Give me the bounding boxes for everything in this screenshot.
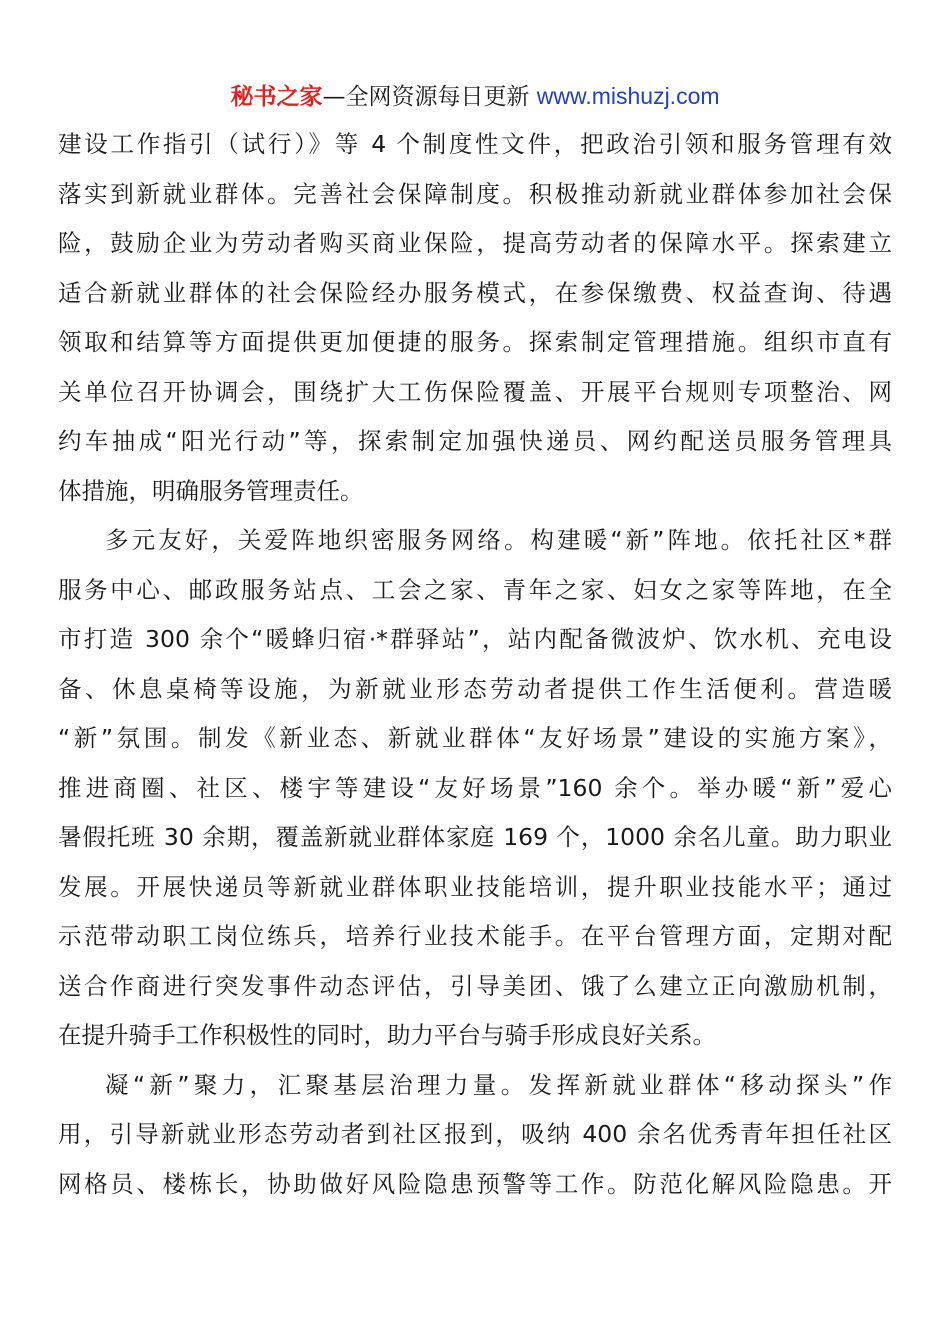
text-line: 发展。开展快递员等新就业群体职业技能培训，提升职业技能水平；通过 [58,872,892,901]
text-line: 示范带动职工岗位练兵，培养行业技术能手。在平台管理方面，定期对配 [58,922,892,950]
paragraph [58,516,892,1061]
paragraph [58,1061,892,1210]
text-line: 关单位召开协调会，围绕扩大工伤保险覆盖、开展平台规则专项整治、网 [58,377,892,406]
text-line: 网格员、楼栋长，协助做好风险隐患预警等工作。防范化解风险隐患。开 [58,1169,892,1198]
text-line: 凝“新”聚力，汇聚基层治理力量。发挥新就业群体“移动探头”作 [105,1070,892,1099]
text-line: 适合新就业群体的社会保险经办服务模式，在参保缴费、权益查询、待遇 [58,278,892,307]
document-body [58,120,892,1209]
text-line: 送合作商进行突发事件动态评估，引导美团、饿了么建立正向激励机制， [58,971,892,1000]
text-line: 落实到新就业群体。完善社会保障制度。积极推动新就业群体参加社会保 [58,179,892,208]
text-line: 多元友好，关爱阵地织密服务网络。构建暖“新”阵地。依托社区*群 [105,526,892,554]
text-line: “新”氛围。制发《新业态、新就业群体“友好场景”建设的实施方案》， [58,724,892,752]
paragraph [58,120,892,516]
site-link[interactable]: www.mishuzj.com [536,83,720,109]
header-tagline: —全网资源每日更新 [322,84,537,110]
text-line: 约车抽成“阳光行动”等，探索制定加强快递员、网约配送员服务管理具 [58,427,892,455]
text-line: 暑假托班 30 余期，覆盖新就业群体家庭 169 个，1000 余名儿童。助力职业 [58,823,892,851]
text-line: 领取和结算等方面提供更加便捷的服务。探索制定管理措施。组织市直有 [58,328,892,356]
text-line: 备、休息桌椅等设施，为新就业形态劳动者提供工作生活便利。营造暖 [58,674,892,703]
text-line: 建设工作指引（试行）》等 4 个制度性文件，把政治引领和服务管理有效 [58,130,892,158]
text-line: 市打造 300 余个“暖蜂归宿·*群驿站”，站内配备微波炉、饮水机、充电设 [58,625,892,653]
brand-name: 秘书之家 [230,84,323,110]
text-line: 服务中心、邮政服务站点、工会之家、青年之家、妇女之家等阵地，在全 [58,575,892,604]
text-line: 体措施，明确服务管理责任。 [58,476,364,505]
text-line: 推进商圈、社区、楼宇等建设“友好场景”160 余个。举办暖“新”爱心 [58,773,892,802]
text-line: 在提升骑手工作积极性的同时，助力平台与骑手形成良好关系。 [58,1021,716,1049]
page-header [0,80,950,113]
text-line: 险，鼓励企业为劳动者购买商业保险，提高劳动者的保障水平。探索建立 [58,229,892,257]
text-line: 用，引导新就业形态劳动者到社区报到，吸纳 400 余名优秀青年担任社区 [58,1120,892,1148]
